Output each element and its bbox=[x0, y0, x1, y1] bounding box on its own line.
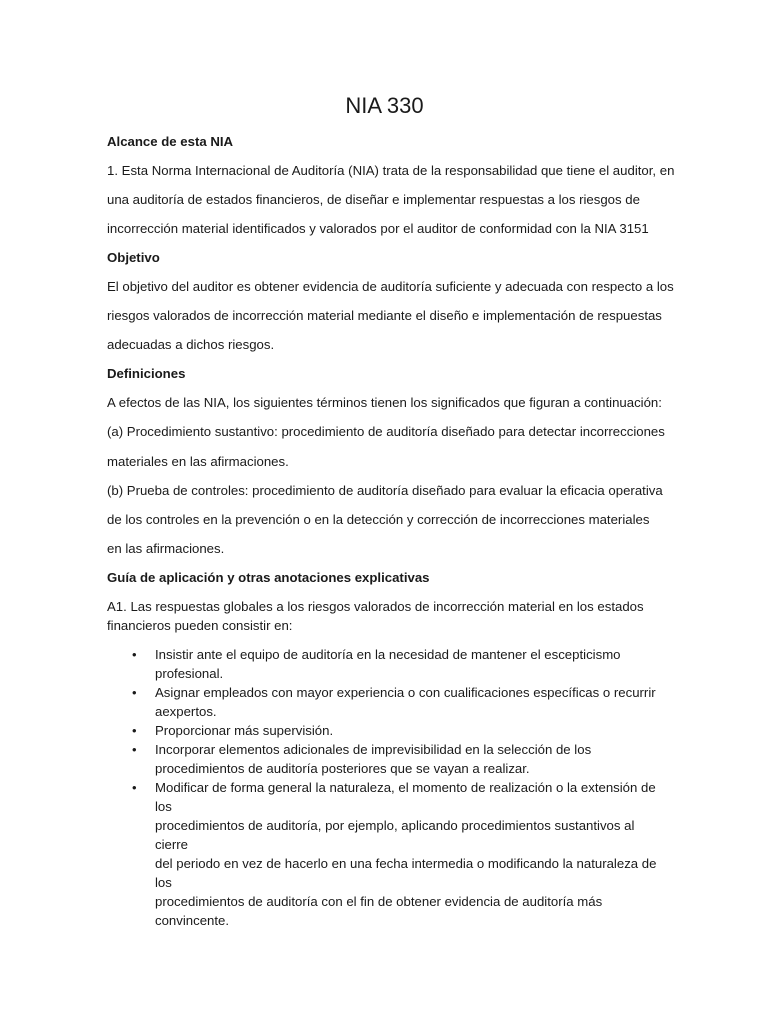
page-title: NIA 330 bbox=[345, 93, 424, 118]
paragraph-line: de los controles en la prevención o en la detección y corrección de incorrecciones materiales bbox=[107, 512, 650, 527]
list-item bbox=[107, 645, 667, 683]
paragraph-line: A efectos de las NIA, los siguientes términos tienen los significados que figuran a continuación: bbox=[107, 395, 662, 410]
list-item bbox=[107, 721, 667, 740]
paragraph-line: financieros pueden consistir en: bbox=[107, 618, 293, 633]
list-item bbox=[107, 778, 667, 930]
bullet-list bbox=[107, 645, 667, 930]
list-item-line: Modificar de forma general la naturaleza, el momento de realización o la extensión de los bbox=[155, 780, 656, 814]
section-heading-definiciones: Definiciones bbox=[107, 366, 186, 381]
paragraph-line: riesgos valorados de incorrección material mediante el diseño e implementación de respuestas bbox=[107, 308, 662, 323]
list-item-line: procedimientos de auditoría, por ejemplo, aplicando procedimientos sustantivos al cierre bbox=[155, 818, 635, 852]
list-item-line: Proporcionar más supervisión. bbox=[155, 723, 334, 738]
paragraph-line: incorrección material identificados y valorados por el auditor de conformidad con la NIA 3151 bbox=[107, 221, 649, 236]
list-item-line: Asignar empleados con mayor experiencia o con cualificaciones específicas o recurrir bbox=[155, 685, 656, 700]
list-item-line: del periodo en vez de hacerlo en una fecha intermedia o modificando la naturaleza de los bbox=[155, 856, 657, 890]
paragraph-line: adecuadas a dichos riesgos. bbox=[107, 337, 275, 352]
bullet-icon: • bbox=[132, 723, 137, 738]
bullet-icon: • bbox=[132, 685, 137, 700]
list-item-line: procedimientos de auditoría con el fin de obtener evidencia de auditoría más convincente. bbox=[155, 894, 603, 928]
paragraph-line: A1. Las respuestas globales a los riesgos valorados de incorrección material en los estados bbox=[107, 599, 644, 614]
paragraph-line: (a) Procedimiento sustantivo: procedimiento de auditoría diseñado para detectar incorrecciones bbox=[107, 424, 665, 439]
list-item-line: aexpertos. bbox=[155, 704, 217, 719]
list-item-line: profesional. bbox=[155, 666, 224, 681]
list-item-line: procedimientos de auditoría posteriores que se vayan a realizar. bbox=[155, 761, 530, 776]
bullet-icon: • bbox=[132, 780, 137, 795]
list-item bbox=[107, 683, 667, 721]
paragraph-line: una auditoría de estados financieros, de diseñar e implementar respuestas a los riesgos de bbox=[107, 192, 640, 207]
paragraph-line: materiales en las afirmaciones. bbox=[107, 454, 289, 469]
section-heading-guia: Guía de aplicación y otras anotaciones explicativas bbox=[107, 570, 430, 585]
paragraph-line: (b) Prueba de controles: procedimiento de auditoría diseñado para evaluar la eficacia operativa bbox=[107, 483, 663, 498]
paragraph-line: 1. Esta Norma Internacional de Auditoría (NIA) trata de la responsabilidad que tiene el auditor, en bbox=[107, 163, 675, 178]
bullet-icon: • bbox=[132, 742, 137, 757]
list-item bbox=[107, 740, 667, 778]
section-heading-alcance: Alcance de esta NIA bbox=[107, 134, 234, 149]
list-item-line: Insistir ante el equipo de auditoría en la necesidad de mantener el escepticismo bbox=[155, 647, 621, 662]
section-heading-objetivo: Objetivo bbox=[107, 250, 160, 265]
bullet-icon: • bbox=[132, 647, 137, 662]
paragraph-line: El objetivo del auditor es obtener evidencia de auditoría suficiente y adecuada con respecto a los bbox=[107, 279, 674, 294]
list-item-line: Incorporar elementos adicionales de imprevisibilidad en la selección de los bbox=[155, 742, 592, 757]
paragraph-line: en las afirmaciones. bbox=[107, 541, 225, 556]
